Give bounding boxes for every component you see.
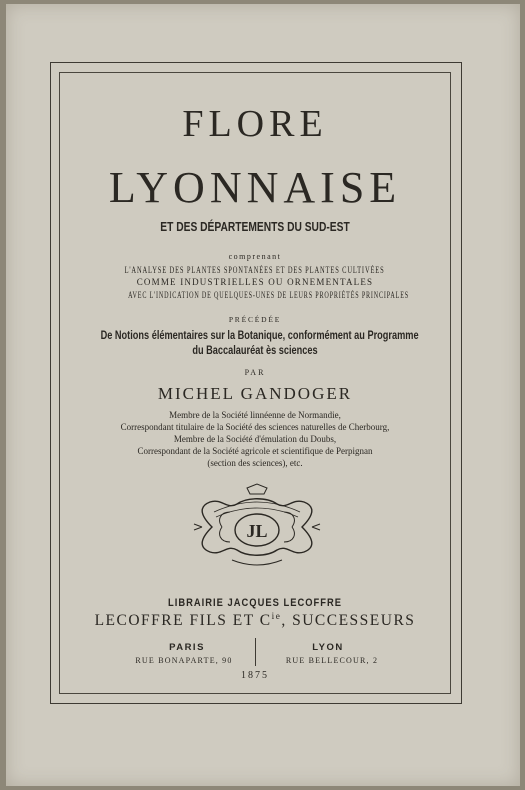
city-divider	[255, 638, 256, 666]
description-text-3: AVEC L'INDICATION DE QUELQUES-UNES DE LEURS PROPRIÉTÉS PRINCIPALES	[128, 290, 409, 300]
description-line-2: COMME INDUSTRIELLES OU ORNEMENTALES	[136, 277, 374, 287]
description-line-1	[62, 265, 448, 275]
author-title-5: (section des sciences), etc.	[207, 458, 303, 468]
publisher-superscript: ie	[271, 612, 282, 622]
par-label: PAR	[244, 368, 266, 377]
city-lyon: LYON	[312, 642, 344, 653]
title-flore: FLORE	[182, 103, 328, 145]
address-paris: RUE BONAPARTE, 90	[135, 656, 233, 665]
author-title-2: Correspondant titulaire de la Société des sciences naturelles de Cherbourg,	[120, 422, 390, 432]
author-title-1: Membre de la Société linnéenne de Normandie,	[169, 410, 341, 420]
author-title-3: Membre de la Société d'émulation du Doubs,	[173, 434, 337, 444]
publication-year: 1875	[241, 670, 269, 681]
notions-line-1: De Notions élémentaires sur la Botanique, conformément au Programme	[100, 330, 419, 342]
title-lyonnaise: LYONNAISE	[108, 163, 402, 212]
title-page	[62, 72, 448, 692]
publisher-name: LECOFFRE FILS ET C	[94, 612, 272, 630]
publisher-successeurs: , SUCCESSEURS	[281, 612, 416, 630]
comprenant-label: comprenant	[228, 252, 282, 261]
precedee-label: PRÉCÉDÉE	[228, 315, 282, 324]
subtitle: ET DES DÉPARTEMENTS DU SUD-EST	[160, 220, 350, 234]
author-name: MICHEL GANDOGER	[157, 384, 353, 403]
author-title-4: Correspondant de la Société agricole et scientifique de Perpignan	[137, 446, 373, 456]
address-lyon: RUE BELLECOUR, 2	[285, 656, 379, 665]
emblem-monogram: JL	[246, 521, 268, 541]
publisher-emblem-icon	[192, 482, 322, 572]
publisher-line-2	[62, 612, 448, 630]
publisher-line-1: LIBRAIRIE JACQUES LECOFFRE	[167, 597, 343, 609]
description-text-1: L'ANALYSE DES PLANTES SPONTANÉES ET DES PLANTES CULTIVÉES	[124, 265, 386, 275]
city-paris: PARIS	[169, 642, 205, 653]
description-line-3	[62, 290, 448, 300]
notions-line-2: du Baccalauréat ès sciences	[192, 345, 318, 357]
